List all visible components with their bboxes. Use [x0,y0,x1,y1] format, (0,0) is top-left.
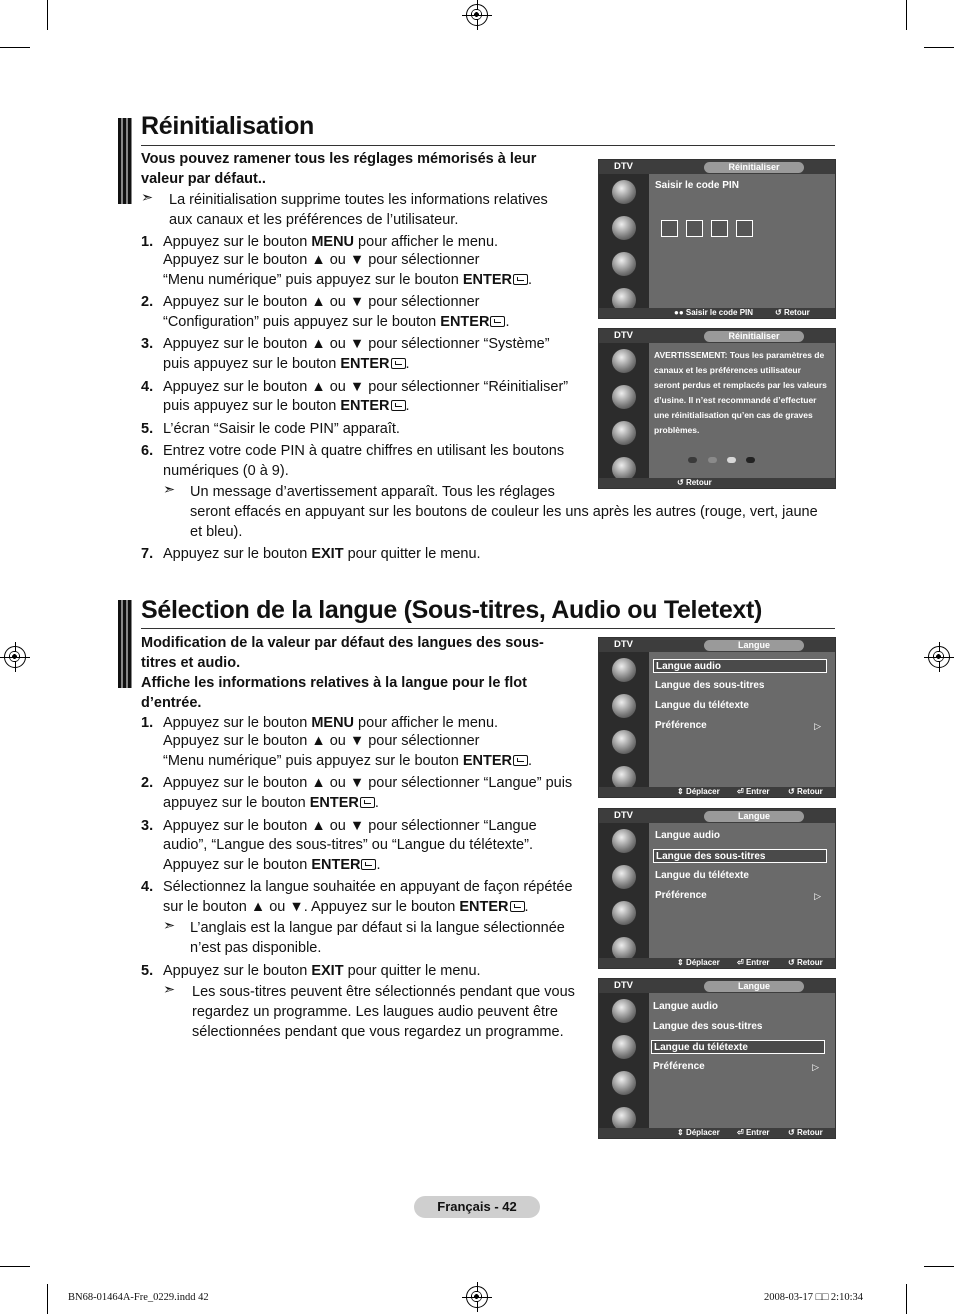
pin-hint: ●● Saisir le code PIN [674,308,754,317]
back-hint: ↺ Retour [788,1128,823,1137]
enter-icon [391,358,406,369]
menu-item-preference[interactable]: Préférence ▷ [653,1061,819,1072]
picture-icon [612,658,636,682]
step-number: 4. [141,879,154,895]
section-rule [141,628,835,629]
note-text: Les sous-titres peuvent être sélectionnés pendant que vous [192,984,575,1000]
crop-mark [906,1284,907,1314]
color-dot-green [708,457,717,463]
menu-sidebar [599,343,649,478]
setup-icon [612,901,636,925]
crop-mark [0,1266,30,1267]
step-number: 7. [141,546,154,562]
file-slug: BN68-01464A-Fre_0229.indd 42 [68,1292,209,1303]
crop-mark [906,0,907,30]
menu-footer [599,1128,835,1138]
menu-footer [599,787,835,797]
menu-item-preference[interactable]: Préférence ▷ [655,720,821,731]
setup-icon [612,730,636,754]
tv-screen-pin [598,159,836,319]
step-text: Appuyez sur le bouton MENU pour afficher le menu. [163,715,499,731]
dtv-label: DTV [614,161,633,172]
pin-prompt: Saisir le code PIN [655,180,739,191]
sound-icon [612,865,636,889]
dtv-label: DTV [614,330,633,341]
note-text: regardez un programme. Les laugues audio peuvent être [192,1004,558,1020]
section-bar [118,600,132,688]
enter-hint: ⏎ Entrer [737,787,770,796]
registration-mark-icon [4,646,26,668]
menu-main [649,343,835,478]
step-number: 3. [141,336,154,352]
step-number: 2. [141,294,154,310]
picture-icon [612,829,636,853]
step-text: Appuyez sur le bouton ENTER . [163,857,381,873]
step-text: Appuyez sur le bouton ▲ ou ▼ pour sélectionner [163,733,480,749]
back-hint: ↺ Retour [788,958,823,967]
move-hint: ⇕ Déplacer [677,1128,720,1137]
menu-sidebar [599,652,649,787]
step-number: 3. [141,818,154,834]
section2-intro: Affiche les informations relatives à la langue pour le flot d’entrée. [141,675,527,711]
menu-main [649,174,835,308]
tv-screen-language-subtitle [598,808,836,969]
note-text: L’anglais est la langue par défaut si la langue sélectionnée [190,920,565,936]
note-arrow-icon: ➣ [163,482,176,498]
crop-mark [47,1284,48,1314]
color-dot-yellow [727,457,736,463]
menu-item-teletext-language[interactable]: Langue du télétexte [655,700,749,711]
enter-hint: ⏎ Entrer [737,1128,770,1137]
step-text: L’écran “Saisir le code PIN” apparaît. [163,421,400,437]
crop-mark [924,47,954,48]
step-text: Appuyez sur le bouton EXIT pour quitter le menu. [163,546,481,562]
color-dot-red [688,457,697,463]
menu-main [649,993,835,1128]
step-text: puis appuyez sur le bouton ENTER . [163,398,410,414]
note-arrow-icon: ➣ [163,982,176,998]
registration-mark-icon [928,646,950,668]
dtv-label: DTV [614,639,633,650]
dtv-label: DTV [614,810,633,821]
menu-item-audio-language[interactable]: Langue audio [655,830,720,841]
menu-item-subtitle-language[interactable]: Langue des sous-titres [653,849,827,863]
step-text: “Configuration” puis appuyez sur le bouton ENTER . [163,314,510,330]
menu-sidebar [599,823,649,958]
enter-icon [360,797,375,808]
dtv-label: DTV [614,980,633,991]
enter-icon [510,901,525,912]
step-number: 6. [141,443,154,459]
menu-tab-title: Langue [704,981,804,992]
menu-tab-title: Langue [704,811,804,822]
menu-item-audio-language[interactable]: Langue audio [653,659,827,673]
step-text: Appuyez sur le bouton ▲ ou ▼ pour sélectionner “Réinitialiser” [163,379,569,395]
menu-footer [599,308,835,318]
menu-item-preference[interactable]: Préférence ▷ [655,890,821,901]
warning-message: AVERTISSEMENT: Tous les paramètres de canaux et les préférences utilisateur seront perdus et remplacés par les valeurs d’usine. Il n’est recommandé d’effectuer une réinitialisation qu’en cas de graves problèmes. [654,350,827,435]
date-slug: 2008-03-17 □□ 2:10:34 [764,1292,864,1303]
menu-sidebar [599,174,649,308]
menu-footer [599,958,835,968]
menu-tab-title: Réinitialiser [704,331,804,342]
setup-icon [612,421,636,445]
note-text: seront effacés en appuyant sur les boutons de couleur les uns après les autres (rouge, vert, jaune [190,504,818,520]
step-text: appuyez sur le bouton ENTER . [163,795,379,811]
step-text: Appuyez sur le bouton ▲ ou ▼ pour sélectionner “Langue” puis [163,775,573,791]
arrow-right-icon: ▷ [814,891,821,901]
menu-main [649,823,835,958]
arrow-right-icon: ▷ [814,721,821,731]
menu-item-subtitle-language[interactable]: Langue des sous-titres [653,1021,763,1032]
enter-icon [513,755,528,766]
enter-icon [391,400,406,411]
step-text: sur le bouton ▲ ou ▼. Appuyez sur le bouton ENTER . [163,899,529,915]
setup-icon [612,252,636,276]
menu-item-subtitle-language[interactable]: Langue des sous-titres [655,680,765,691]
crop-mark [47,0,48,30]
step-text: Appuyez sur le bouton ▲ ou ▼ pour sélectionner [163,294,480,310]
step-text: Appuyez sur le bouton EXIT pour quitter le menu. [163,963,481,979]
step-number: 5. [141,421,154,437]
crop-mark [0,47,30,48]
pin-digit-box[interactable] [661,220,678,237]
sound-icon [612,385,636,409]
step-text: puis appuyez sur le bouton ENTER . [163,356,410,372]
section1-note: La réinitialisation supprime toutes les informations relatives aux canaux et les préférences de l’utilisateur. [169,192,548,228]
note-arrow-icon: ➣ [141,190,154,206]
back-hint: ↺ Retour [677,478,712,487]
pin-digit-box[interactable] [686,220,703,237]
tv-screen-language-teletext [598,978,836,1139]
step-text: Appuyez sur le bouton MENU pour afficher le menu. [163,234,499,250]
step-text: numériques (0 à 9). [163,463,289,479]
step-number: 5. [141,963,154,979]
registration-mark-icon [466,1286,488,1308]
menu-item-teletext-language[interactable]: Langue du télétexte [651,1040,825,1054]
sound-icon [612,1035,636,1059]
step-number: 2. [141,775,154,791]
note-arrow-icon: ➣ [163,918,176,934]
enter-icon [490,316,505,327]
note-text: sélectionnées pendant que vous regardez un programme. [192,1024,564,1040]
section2-intro: Modification de la valeur par défaut des langues des sous-titres et audio. [141,635,544,671]
setup-icon [612,1071,636,1095]
tv-screen-language-audio [598,637,836,798]
step-number: 4. [141,379,154,395]
note-text: n’est pas disponible. [190,940,322,956]
enter-icon [361,859,376,870]
step-text: Entrez votre code PIN à quatre chiffres en utilisant les boutons [163,443,565,459]
menu-item-teletext-language[interactable]: Langue du télétexte [655,870,749,881]
step-number: 1. [141,715,154,731]
menu-tab-title: Réinitialiser [704,162,804,173]
color-dot-blue [746,457,755,463]
section-bar [118,118,132,204]
step-text: “Menu numérique” puis appuyez sur le bouton ENTER . [163,753,533,769]
back-hint: ↺ Retour [775,308,810,317]
registration-mark-icon [466,4,488,26]
enter-hint: ⏎ Entrer [737,958,770,967]
pin-digit-box[interactable] [711,220,728,237]
picture-icon [612,999,636,1023]
step-text: Appuyez sur le bouton ▲ ou ▼ pour sélectionner [163,252,480,268]
section1-intro: Vous pouvez ramener tous les réglages mémorisés à leur valeur par défaut.. [141,151,537,187]
move-hint: ⇕ Déplacer [677,958,720,967]
step-text: Appuyez sur le bouton ▲ ou ▼ pour sélectionner “Système” [163,336,550,352]
picture-icon [612,180,636,204]
back-hint: ↺ Retour [788,787,823,796]
step-text: “Menu numérique” puis appuyez sur le bouton ENTER . [163,272,533,288]
section-title-reset: Réinitialisation [141,112,315,140]
sound-icon [612,694,636,718]
arrow-right-icon: ▷ [812,1062,819,1072]
enter-icon [513,274,528,285]
crop-mark [924,1266,954,1267]
step-text: Sélectionnez la langue souhaitée en appuyant de façon répétée [163,879,573,895]
step-text: audio”, “Langue des sous-titres” ou “Langue du télétexte”. [163,837,533,853]
step-text: Appuyez sur le bouton ▲ ou ▼ pour sélectionner “Langue [163,818,537,834]
note-text: Un message d’avertissement apparaît. Tous les réglages [190,484,555,500]
step-number: 1. [141,234,154,250]
pin-digit-box[interactable] [736,220,753,237]
move-hint: ⇕ Déplacer [677,787,720,796]
section-rule [141,145,835,146]
menu-sidebar [599,993,649,1128]
menu-item-audio-language[interactable]: Langue audio [653,1001,718,1012]
picture-icon [612,349,636,373]
menu-main [649,652,835,787]
note-text: et bleu). [190,524,243,540]
section-title-language: Sélection de la langue (Sous-titres, Audio ou Teletext) [141,596,763,624]
menu-footer [599,478,835,488]
menu-tab-title: Langue [704,640,804,651]
tv-screen-warning [598,328,836,489]
page-number: Français - 42 [414,1196,540,1218]
sound-icon [612,216,636,240]
